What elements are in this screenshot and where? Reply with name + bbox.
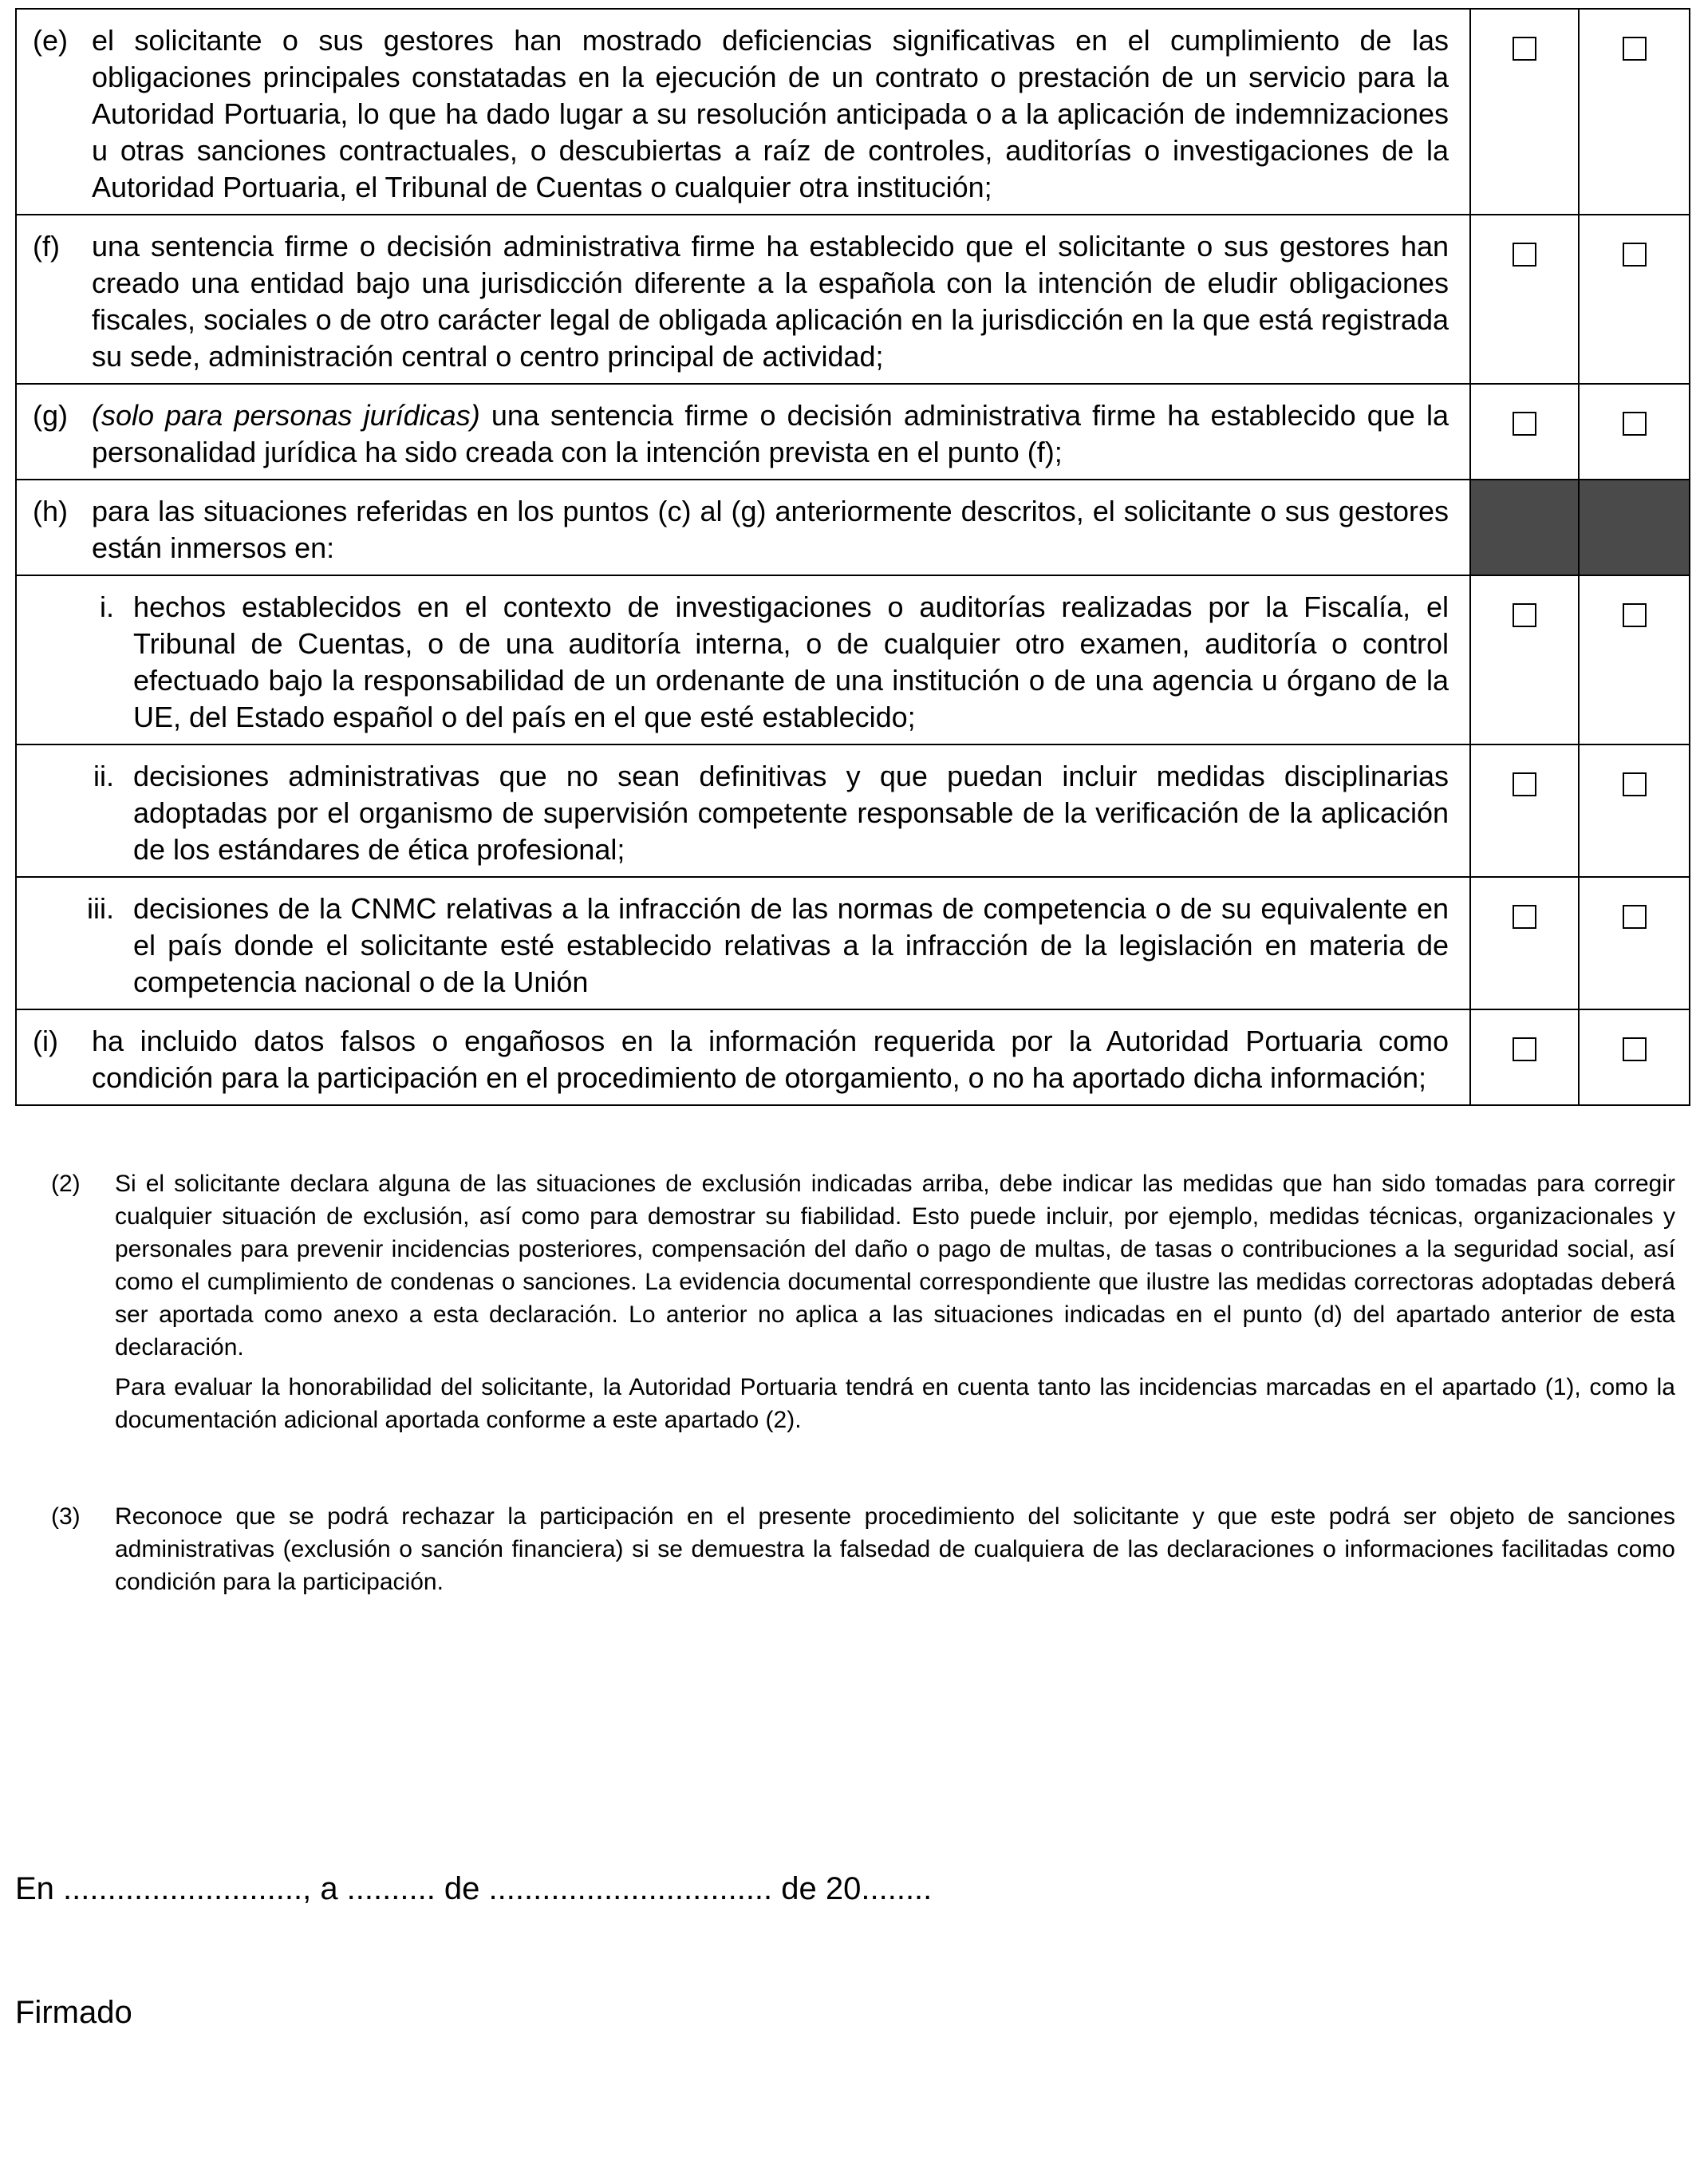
item-label: (h) (33, 495, 68, 527)
item-text: decisiones de la CNMC relativas a la infracción de las normas de competencia o de su equivalente en el país donde el solicitante esté establecido relativas a la infracción de la legislación en materia de competencia nacional o de la Unión (133, 892, 1449, 998)
criterion-i (17, 1010, 1469, 1104)
criterion-h-iii (17, 878, 1469, 1009)
note-paragraph: Para evaluar la honorabilidad del solicitante, la Autoridad Portuaria tendrá en cuenta tanto las incidencias marcadas en el apartado (1), como la documentación adicional aportada conforme a este apartado (2). (115, 1374, 1675, 1433)
checkbox-yes[interactable] (1513, 772, 1536, 796)
criterion-g (17, 385, 1469, 479)
item-italic-text: (solo para personas jurídicas) (92, 399, 480, 432)
criterion-h-ii (17, 745, 1469, 876)
table-row (16, 9, 1690, 215)
checkbox-yes[interactable] (1513, 603, 1536, 627)
table-row (16, 877, 1690, 1009)
checkbox-yes[interactable] (1513, 905, 1536, 929)
item-label: i. (100, 590, 114, 623)
note-number: (3) (51, 1503, 81, 1530)
checkbox-no[interactable] (1623, 905, 1647, 929)
item-text: el solicitante o sus gestores han mostrado deficiencias significativas en el cumplimiento de las obligaciones principales constatadas en la ejecución de un contrato o prestación de un servicio para la Autoridad Portuaria, lo que ha dado lugar a su resolución anticipada o a la aplicación de indemnizaciones u otras sanciones contractuales, o descubiertas a raíz de controles, auditorías o investigaciones de la Autoridad Portuaria, el Tribunal de Cuentas o cualquier otra institución; (92, 24, 1449, 203)
item-text: una sentencia firme o decisión administrativa firme ha establecido que el solicitante o sus gestores han creado una entidad bajo una jurisdicción diferente a la española con la intención de eludir obligaciones fiscales, sociales o de otro carácter legal de obligada aplicación en la jurisdicción en la que está registrada su sede, administración central o centro principal de actividad; (92, 230, 1449, 373)
checkbox-no[interactable] (1623, 37, 1647, 61)
criterion-e (17, 10, 1469, 214)
table-row (16, 480, 1690, 575)
item-text: para las situaciones referidas en los puntos (c) al (g) anteriormente descritos, el solicitante o sus gestores están inmersos en: (92, 495, 1449, 564)
note-paragraph: Si el solicitante declara alguna de las situaciones de exclusión indicadas arriba, debe indicar las medidas que han sido tomadas para corregir cualquier situación de exclusión, así como para demostrar su fiabilidad. Esto puede incluir, por ejemplo, medidas técnicas, organizacionales y personales para prevenir incidencias posteriores, compensación del daño o pago de multas, de tasas o contribuciones a la seguridad social, así como el cumplimiento de condenas o sanciones. La evidencia documental correspondiente que ilustre las medidas correctoras adoptadas deberá ser aportada como anexo a esta declaración. Lo anterior no aplica a las situaciones indicadas en el punto (d) del apartado anterior de esta declaración. (115, 1171, 1675, 1361)
item-label: (e) (33, 24, 68, 57)
checkbox-no[interactable] (1623, 1037, 1647, 1061)
signature-label: Firmado (15, 1995, 132, 2030)
item-text (92, 397, 1449, 471)
note-3 (51, 1500, 1675, 1605)
table-row (16, 384, 1690, 480)
note-2 (51, 1167, 1675, 1443)
criterion-h (17, 480, 1469, 575)
exclusion-criteria-table (15, 8, 1690, 1106)
shaded-cell (1579, 480, 1690, 575)
item-label: iii. (87, 892, 114, 925)
item-label: ii. (93, 760, 114, 792)
note-paragraph: Reconoce que se podrá rechazar la participación en el presente procedimiento del solicitante y que este podrá ser objeto de sanciones administrativas (exclusión o sanción financiera) si se demuestra la falsedad de cualquiera de las declaraciones o informaciones facilitadas como condición para la participación. (115, 1503, 1675, 1595)
place-date-line: En ..........................., a .......... de ................................ de 20........ (15, 1871, 933, 1906)
table-row (16, 215, 1690, 384)
item-label: (g) (33, 399, 68, 432)
shaded-cell (1470, 480, 1579, 575)
checkbox-yes[interactable] (1513, 1037, 1536, 1061)
item-text: decisiones administrativas que no sean definitivas y que puedan incluir medidas disciplinarias adoptadas por el organismo de supervisión competente responsable de la verificación de la aplicación de los estándares de ética profesional; (133, 760, 1449, 866)
item-text: hechos establecidos en el contexto de investigaciones o auditorías realizadas por la Fiscalía, el Tribunal de Cuentas, o de una auditoría interna, o de cualquier otro examen, auditoría o control efectuado bajo la responsabilidad de un ordenante de una institución o de una agencia u órgano de la UE, del Estado español o del país en el que esté establecido; (133, 590, 1449, 733)
item-label: (i) (33, 1025, 58, 1057)
note-number: (2) (51, 1171, 81, 1197)
table-row (16, 744, 1690, 877)
table-row (16, 1009, 1690, 1105)
criterion-f (17, 215, 1469, 383)
item-rest-text: una sentencia firme o decisión administrativa firme ha establecido que la personalidad jurídica ha sido creada con la intención prevista en el punto (f); (92, 399, 1449, 468)
item-label: (f) (33, 230, 60, 263)
checkbox-no[interactable] (1623, 243, 1647, 267)
checkbox-yes[interactable] (1513, 243, 1536, 267)
criterion-h-i (17, 576, 1469, 744)
checkbox-yes[interactable] (1513, 37, 1536, 61)
checkbox-no[interactable] (1623, 412, 1647, 436)
item-text: ha incluido datos falsos o engañosos en la información requerida por la Autoridad Portuaria como condición para la participación en el procedimiento de otorgamiento, o no ha aportado dicha información; (92, 1025, 1449, 1094)
checkbox-no[interactable] (1623, 772, 1647, 796)
table-row (16, 575, 1690, 744)
checkbox-yes[interactable] (1513, 412, 1536, 436)
checkbox-no[interactable] (1623, 603, 1647, 627)
